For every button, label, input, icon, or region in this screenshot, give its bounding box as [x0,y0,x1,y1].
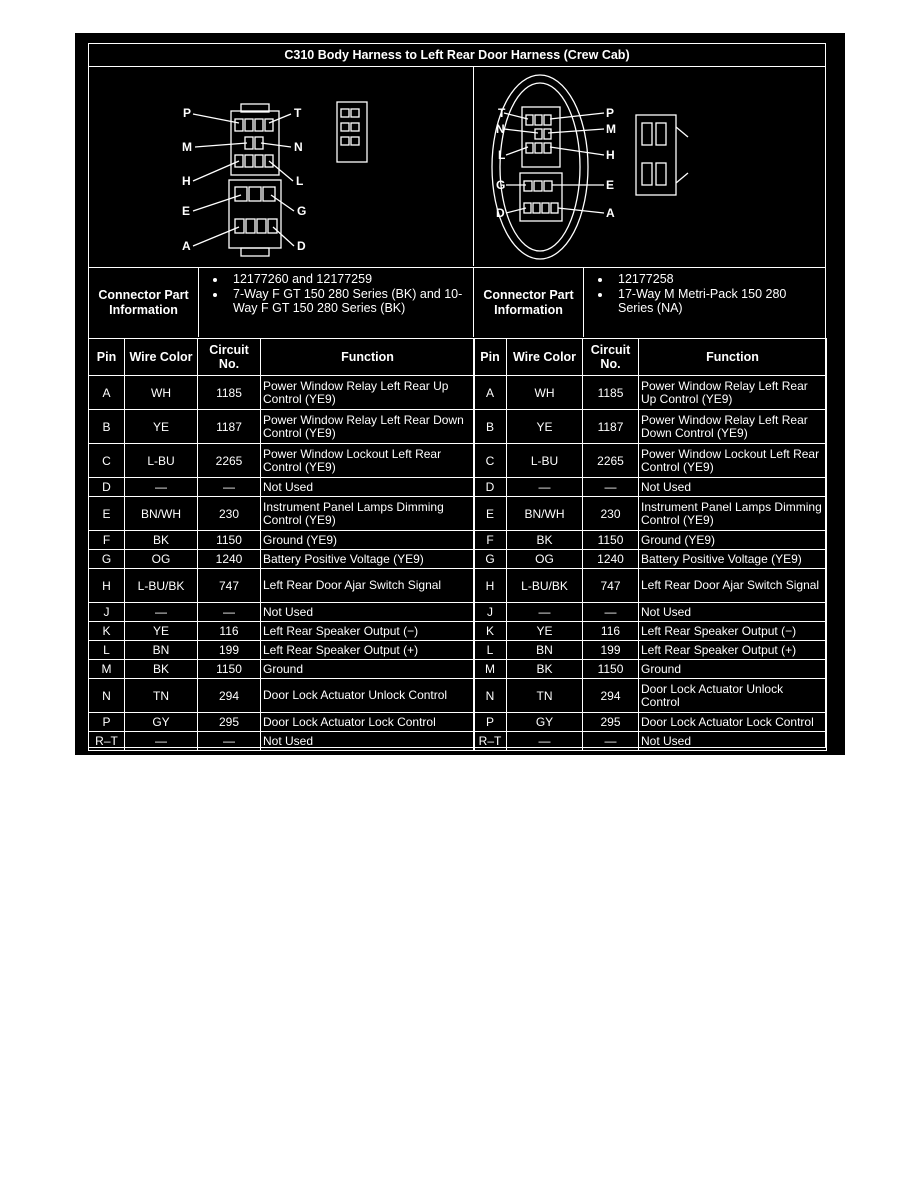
wire-color-cell: BN [507,641,583,660]
col-wire-color: Wire Color [125,339,198,376]
circuit-cell: 230 [198,497,261,531]
table-row [474,550,827,569]
pin-cell: N [474,679,507,713]
table-row [474,603,827,622]
function-cell: Door Lock Actuator Unlock Control [639,679,827,713]
pin-cell: D [89,478,125,497]
circuit-cell: 2265 [198,444,261,478]
left-label-n: N [294,140,303,154]
wire-color-cell: L-BU [507,444,583,478]
function-cell: Power Window Relay Left Rear Down Control (YE9) [639,410,827,444]
function-cell: Power Window Lockout Left Rear Control (YE9) [639,444,827,478]
circuit-cell: 1185 [583,376,639,410]
pin-cell: M [89,660,125,679]
wire-color-cell: YE [125,410,198,444]
table-row [474,444,827,478]
circuit-cell: 295 [198,713,261,732]
function-cell: Power Window Relay Left Rear Down Control (YE9) [261,410,475,444]
wire-color-cell: BK [507,660,583,679]
pin-cell: K [89,622,125,641]
circuit-cell: — [198,732,261,751]
pin-cell: P [474,713,507,732]
circuit-cell: 1240 [198,550,261,569]
function-cell: Ground (YE9) [261,531,475,550]
table-row [89,679,475,713]
table-row [474,410,827,444]
left-label-g: G [297,204,307,218]
pin-cell: J [89,603,125,622]
pin-cell: M [474,660,507,679]
table-row [89,550,475,569]
table-row [89,410,475,444]
function-cell: Power Window Relay Left Rear Up Control (YE9) [261,376,475,410]
col-pin: Pin [474,339,507,376]
wire-color-cell: BK [507,531,583,550]
circuit-cell: — [198,478,261,497]
table-row [474,569,827,603]
sheet-title: C310 Body Harness to Left Rear Door Harness (Crew Cab) [89,44,825,67]
wire-color-cell: BN/WH [125,497,198,531]
right-pin-table [473,338,827,751]
wire-color-cell: GY [125,713,198,732]
wire-color-cell: L-BU/BK [125,569,198,603]
left-label-h: H [182,174,191,188]
function-cell: Battery Positive Voltage (YE9) [261,550,475,569]
right-label-l: L [498,148,506,162]
wire-color-cell: — [507,478,583,497]
pin-cell: H [474,569,507,603]
right-part-item: • 12177258 [612,272,822,287]
left-part-item: • 7-Way F GT 150 280 Series (BK) and 10-Way F GT 150 280 Series (BK) [227,287,471,316]
wire-color-cell: — [125,478,198,497]
pin-cell: P [89,713,125,732]
circuit-cell: 1187 [583,410,639,444]
function-cell: Door Lock Actuator Unlock Control [261,679,475,713]
col-circuit: Circuit No. [198,339,261,376]
wire-color-cell: TN [507,679,583,713]
left-part-list [201,268,471,316]
pin-cell: B [474,410,507,444]
circuit-cell: 1150 [583,531,639,550]
left-label-a: A [182,239,191,253]
right-label-p: P [606,106,615,120]
pin-cell: N [89,679,125,713]
function-cell: Ground [261,660,475,679]
circuit-cell: 1187 [198,410,261,444]
table-row [89,622,475,641]
function-cell: Left Rear Speaker Output (−) [639,622,827,641]
left-lower-latch [241,248,269,256]
table-row [89,497,475,531]
wire-color-cell: — [507,732,583,751]
right-part-item: • 17-Way M Metri-Pack 150 280 Series (NA) [612,287,822,316]
function-cell: Not Used [639,603,827,622]
function-cell: Not Used [261,732,475,751]
pin-cell: C [89,444,125,478]
circuit-cell: 1150 [583,660,639,679]
pin-cell: K [474,622,507,641]
wire-color-cell: TN [125,679,198,713]
pin-cell: A [89,376,125,410]
pin-cell: E [89,497,125,531]
col-circuit: Circuit No. [583,339,639,376]
wire-color-cell: — [507,603,583,622]
table-row [89,569,475,603]
wire-color-cell: L-BU/BK [507,569,583,603]
pin-cell: G [474,550,507,569]
table-row [474,478,827,497]
pin-cell: F [89,531,125,550]
circuit-cell: 294 [583,679,639,713]
circuit-cell: 747 [583,569,639,603]
function-cell: Left Rear Door Ajar Switch Signal [639,569,827,603]
function-cell: Left Rear Door Ajar Switch Signal [261,569,475,603]
pin-cell: R–T [474,732,507,751]
right-label-m: M [606,122,616,136]
wire-color-cell: L-BU [125,444,198,478]
function-cell: Power Window Lockout Left Rear Control (YE9) [261,444,475,478]
table-row [89,641,475,660]
col-function: Function [639,339,827,376]
table-row [474,641,827,660]
circuit-cell: 295 [583,713,639,732]
wire-color-cell: OG [125,550,198,569]
pin-cell: J [474,603,507,622]
left-connector-diagram [89,67,474,266]
right-label-t: T [498,106,506,120]
circuit-cell: 230 [583,497,639,531]
function-cell: Instrument Panel Lamps Dimming Control (YE9) [261,497,475,531]
table-row [89,531,475,550]
pin-cell: L [474,641,507,660]
col-pin: Pin [89,339,125,376]
left-label-d: D [297,239,306,253]
right-info-label: Connector Part Information [474,268,584,337]
wire-color-cell: — [125,603,198,622]
circuit-cell: — [583,732,639,751]
col-function: Function [261,339,475,376]
right-connector-diagram [474,67,825,266]
function-cell: Not Used [261,478,475,497]
right-label-e: E [606,178,615,192]
pin-cell: E [474,497,507,531]
wire-color-cell: YE [507,622,583,641]
circuit-cell: 1240 [583,550,639,569]
function-cell: Instrument Panel Lamps Dimming Control (YE9) [639,497,827,531]
table-row [474,679,827,713]
pin-cell: G [89,550,125,569]
function-cell: Not Used [261,603,475,622]
table-row [474,531,827,550]
table-row [89,660,475,679]
circuit-cell: 116 [198,622,261,641]
right-part-info [474,267,825,337]
left-lower-housing [229,180,281,248]
connector-frame [88,43,826,748]
wire-color-cell: YE [507,410,583,444]
pin-cell: C [474,444,507,478]
right-connector-drawing [474,67,825,266]
left-pin-table [88,338,475,751]
left-info-label: Connector Part Information [89,268,199,337]
pin-cell: B [89,410,125,444]
left-part-item: • 12177260 and 12177259 [227,272,471,287]
left-connector-drawing [89,67,473,266]
wire-color-cell: — [125,732,198,751]
col-wire-color: Wire Color [507,339,583,376]
function-cell: Not Used [639,478,827,497]
pin-cell: L [89,641,125,660]
circuit-cell: 116 [583,622,639,641]
left-part-info [89,267,474,337]
function-cell: Power Window Relay Left Rear Up Control (YE9) [639,376,827,410]
wire-color-cell: WH [125,376,198,410]
table-row [89,376,475,410]
function-cell: Door Lock Actuator Lock Control [261,713,475,732]
pin-cell: A [474,376,507,410]
pin-cell: D [474,478,507,497]
left-label-m: M [182,140,192,154]
pin-cell: R–T [89,732,125,751]
wire-color-cell: YE [125,622,198,641]
wire-color-cell: OG [507,550,583,569]
circuit-cell: — [583,603,639,622]
circuit-cell: 1185 [198,376,261,410]
function-cell: Left Rear Speaker Output (−) [261,622,475,641]
circuit-cell: 1150 [198,531,261,550]
wire-color-cell: GY [507,713,583,732]
function-cell: Battery Positive Voltage (YE9) [639,550,827,569]
table-row [474,732,827,751]
table-row [474,497,827,531]
pin-cell: H [89,569,125,603]
right-label-a: A [606,206,615,220]
left-label-e: E [182,204,191,218]
right-part-list [586,268,822,316]
wire-color-cell: BK [125,660,198,679]
table-row [89,603,475,622]
connector-sheet [75,33,845,755]
right-label-d: D [496,206,505,220]
left-label-t: T [294,106,302,120]
wire-color-cell: BN [125,641,198,660]
wire-color-cell: BK [125,531,198,550]
table-row [89,478,475,497]
function-cell: Ground [639,660,827,679]
function-cell: Ground (YE9) [639,531,827,550]
table-row [89,732,475,751]
function-cell: Left Rear Speaker Output (+) [639,641,827,660]
circuit-cell: 294 [198,679,261,713]
table-row [474,376,827,410]
table-row [89,444,475,478]
circuit-cell: 199 [198,641,261,660]
wire-color-cell: WH [507,376,583,410]
table-row [474,660,827,679]
right-label-n: N [496,122,505,136]
circuit-cell: 2265 [583,444,639,478]
right-label-h: H [606,148,615,162]
circuit-cell: 747 [198,569,261,603]
circuit-cell: — [583,478,639,497]
left-label-l: L [296,174,304,188]
table-row [474,713,827,732]
circuit-cell: — [198,603,261,622]
circuit-cell: 199 [583,641,639,660]
table-row [89,713,475,732]
table-row [474,622,827,641]
right-label-g: G [496,178,506,192]
pin-cell: F [474,531,507,550]
function-cell: Left Rear Speaker Output (+) [261,641,475,660]
function-cell: Not Used [639,732,827,751]
function-cell: Door Lock Actuator Lock Control [639,713,827,732]
left-label-p: P [183,106,192,120]
wire-color-cell: BN/WH [507,497,583,531]
circuit-cell: 1150 [198,660,261,679]
